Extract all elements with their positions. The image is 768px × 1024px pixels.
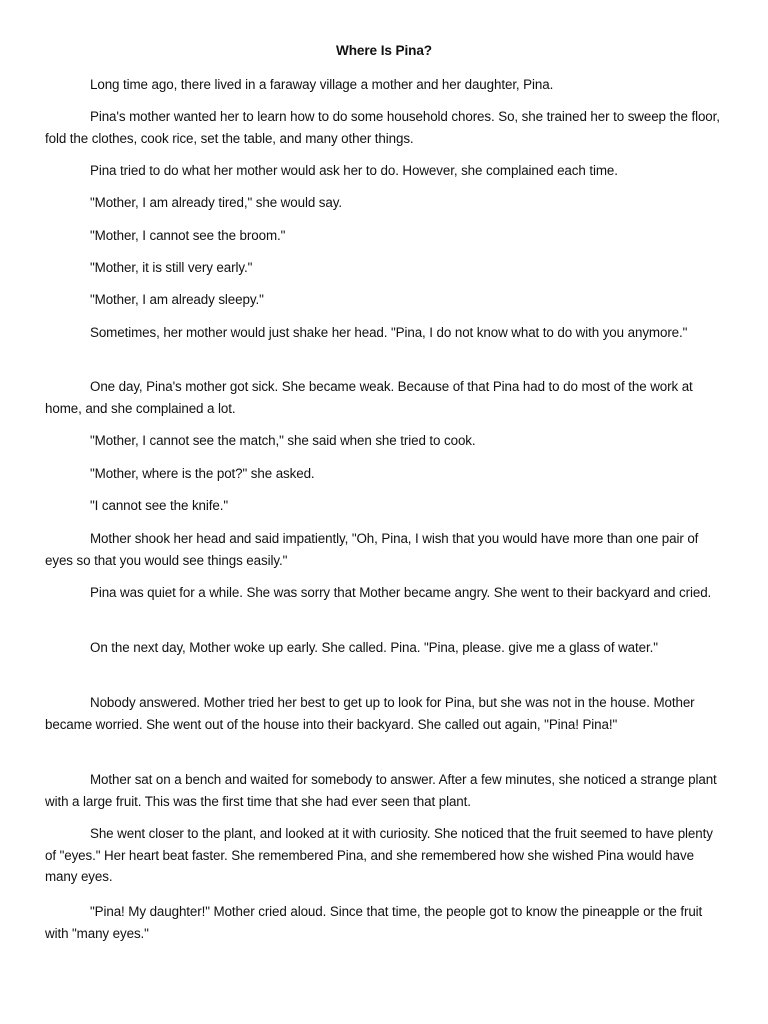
paragraph-7: "Mother, I am already sleepy." — [90, 292, 264, 307]
paragraph-1: Long time ago, there lived in a faraway village a mother and her daughter, Pina. — [90, 77, 554, 92]
paragraph-10: "Mother, I cannot see the match," she said when she tried to cook. — [90, 433, 476, 448]
paragraph-9: One day, Pina's mother got sick. She became weak. Because of that Pina had to do most of the work at home, and she complained a lot. — [45, 379, 693, 416]
paragraph-3: Pina tried to do what her mother would ask her to do. However, she complained each time. — [90, 163, 618, 178]
paragraph-12: "I cannot see the knife." — [90, 498, 229, 513]
paragraph-15: On the next day, Mother woke up early. She called. Pina. "Pina, please. give me a glass of water." — [90, 640, 658, 655]
paragraph-6: "Mother, it is still very early." — [90, 260, 253, 275]
paragraph-14: Pina was quiet for a while. She was sorry that Mother became angry. She went to their backyard and cried. — [90, 585, 712, 600]
paragraph-2: Pina's mother wanted her to learn how to do some household chores. So, she trained her to sweep the floor, fold the clothes, cook rice, set the table, and many other things. — [45, 109, 720, 146]
paragraph-18: She went closer to the plant, and looked at it with curiosity. She noticed that the fruit seemed to have plenty of "eyes." Her heart beat faster. She remembered Pina, and she remembered how she wished Pina would have many eyes. — [45, 826, 713, 884]
paragraph-11: "Mother, where is the pot?" she asked. — [90, 466, 315, 481]
paragraph-8: Sometimes, her mother would just shake her head. "Pina, I do not know what to do with you anymore." — [90, 325, 688, 340]
page-title: Where Is Pina? — [335, 43, 433, 58]
paragraph-17: Mother sat on a bench and waited for somebody to answer. After a few minutes, she noticed a strange plant with a large fruit. This was the first time that she had ever seen that plant. — [45, 772, 717, 809]
paragraph-4: "Mother, I am already tired," she would say. — [90, 195, 342, 210]
paragraph-19: "Pina! My daughter!" Mother cried aloud. Since that time, the people got to know the pineapple or the fruit with "many eyes." — [45, 904, 703, 941]
paragraph-13: Mother shook her head and said impatiently, "Oh, Pina, I wish that you would have more than one pair of eyes so that you would see things easily." — [45, 531, 699, 568]
paragraph-16: Nobody answered. Mother tried her best to get up to look for Pina, but she was not in the house. Mother became worried. She went out of the house into their backyard. She called out again, "Pina! Pina!" — [45, 695, 695, 732]
paragraph-5: "Mother, I cannot see the broom." — [90, 228, 286, 243]
